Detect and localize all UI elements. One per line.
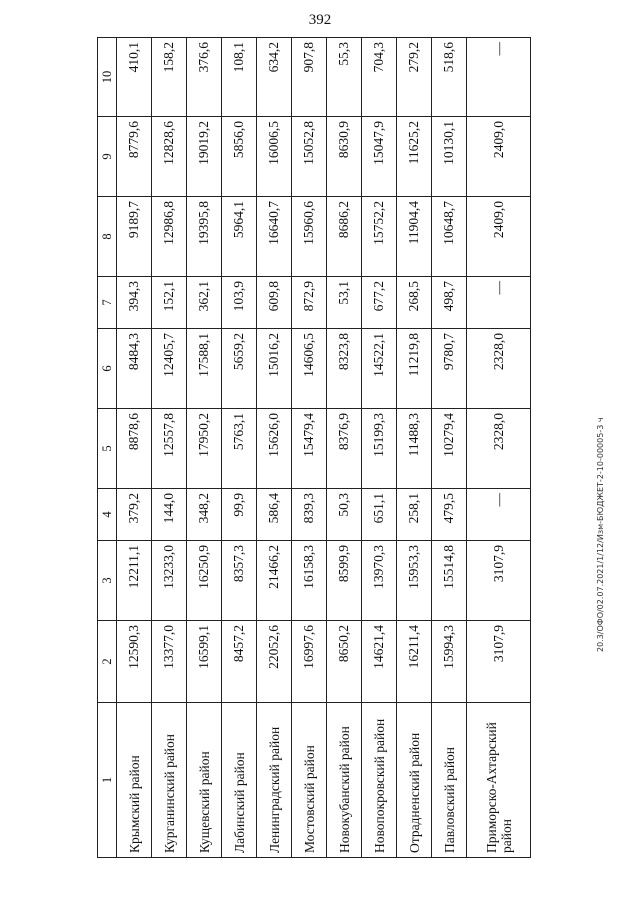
column-header: 1 bbox=[98, 703, 117, 858]
value-cell: — bbox=[467, 489, 531, 541]
value-cell: 10279,4 bbox=[432, 409, 467, 489]
value-cell: 16997,6 bbox=[292, 621, 327, 703]
header-row bbox=[98, 38, 117, 858]
value-cell: 8779,6 bbox=[117, 117, 152, 197]
column-header: 8 bbox=[98, 197, 117, 277]
table-row bbox=[432, 38, 467, 858]
value-cell: 8484,3 bbox=[117, 329, 152, 409]
value-cell: 5964,1 bbox=[222, 197, 257, 277]
value-cell: 99,9 bbox=[222, 489, 257, 541]
value-cell: 14621,4 bbox=[362, 621, 397, 703]
value-cell: 5659,2 bbox=[222, 329, 257, 409]
column-header: 5 bbox=[98, 409, 117, 489]
value-cell: 3107,9 bbox=[467, 541, 531, 621]
value-cell: 17588,1 bbox=[187, 329, 222, 409]
value-cell: 479,5 bbox=[432, 489, 467, 541]
value-cell: 8599,9 bbox=[327, 541, 362, 621]
value-cell: 11625,2 bbox=[397, 117, 432, 197]
value-cell: 15752,2 bbox=[362, 197, 397, 277]
value-cell: 13377,0 bbox=[152, 621, 187, 703]
column-header: 4 bbox=[98, 489, 117, 541]
district-name-cell: Кущевский район bbox=[187, 703, 222, 858]
value-cell: 21466,2 bbox=[257, 541, 292, 621]
value-cell: 2328,0 bbox=[467, 329, 531, 409]
value-cell: — bbox=[467, 277, 531, 329]
value-cell: 2409,0 bbox=[467, 197, 531, 277]
value-cell: 15052,8 bbox=[292, 117, 327, 197]
value-cell: 2409,0 bbox=[467, 117, 531, 197]
column-header: 2 bbox=[98, 621, 117, 703]
value-cell: 15016,2 bbox=[257, 329, 292, 409]
table-row bbox=[397, 38, 432, 858]
value-cell: 152,1 bbox=[152, 277, 187, 329]
value-cell: 518,6 bbox=[432, 38, 467, 117]
district-name-cell: Новопокровский район bbox=[362, 703, 397, 858]
value-cell: 15514,8 bbox=[432, 541, 467, 621]
value-cell: 15047,9 bbox=[362, 117, 397, 197]
value-cell: 22052,6 bbox=[257, 621, 292, 703]
budget-table bbox=[97, 37, 531, 858]
district-name-cell: Мостовский район bbox=[292, 703, 327, 858]
value-cell: 586,4 bbox=[257, 489, 292, 541]
value-cell: 498,7 bbox=[432, 277, 467, 329]
value-cell: 8357,3 bbox=[222, 541, 257, 621]
value-cell: 677,2 bbox=[362, 277, 397, 329]
value-cell: 651,1 bbox=[362, 489, 397, 541]
value-cell: 379,2 bbox=[117, 489, 152, 541]
value-cell: 9780,7 bbox=[432, 329, 467, 409]
value-cell: 15479,4 bbox=[292, 409, 327, 489]
column-header: 6 bbox=[98, 329, 117, 409]
value-cell: 12828,6 bbox=[152, 117, 187, 197]
value-cell: 16211,4 bbox=[397, 621, 432, 703]
value-cell: 15953,3 bbox=[397, 541, 432, 621]
value-cell: 53,1 bbox=[327, 277, 362, 329]
table-row bbox=[222, 38, 257, 858]
value-cell: 10648,7 bbox=[432, 197, 467, 277]
value-cell: 376,6 bbox=[187, 38, 222, 117]
value-cell: 5856,0 bbox=[222, 117, 257, 197]
value-cell: 8323,8 bbox=[327, 329, 362, 409]
value-cell: 158,2 bbox=[152, 38, 187, 117]
table-row bbox=[257, 38, 292, 858]
value-cell: 16158,3 bbox=[292, 541, 327, 621]
table-body bbox=[117, 38, 531, 858]
value-cell: 13233,0 bbox=[152, 541, 187, 621]
table-row bbox=[467, 38, 531, 858]
value-cell: 8376,9 bbox=[327, 409, 362, 489]
value-cell: 13970,3 bbox=[362, 541, 397, 621]
value-cell: 12590,3 bbox=[117, 621, 152, 703]
value-cell: 348,2 bbox=[187, 489, 222, 541]
value-cell: 15960,6 bbox=[292, 197, 327, 277]
value-cell: 144,0 bbox=[152, 489, 187, 541]
column-header: 7 bbox=[98, 277, 117, 329]
value-cell: 410,1 bbox=[117, 38, 152, 117]
column-header: 3 bbox=[98, 541, 117, 621]
value-cell: 11488,3 bbox=[397, 409, 432, 489]
value-cell: 14606,5 bbox=[292, 329, 327, 409]
value-cell: 12405,7 bbox=[152, 329, 187, 409]
value-cell: 16006,5 bbox=[257, 117, 292, 197]
table-row bbox=[292, 38, 327, 858]
value-cell: 12986,8 bbox=[152, 197, 187, 277]
table-row bbox=[327, 38, 362, 858]
district-name-cell: Ленинградский район bbox=[257, 703, 292, 858]
value-cell: 19395,8 bbox=[187, 197, 222, 277]
district-name-cell: Новокубанский район bbox=[327, 703, 362, 858]
district-name-cell: Крымский район bbox=[117, 703, 152, 858]
value-cell: 872,9 bbox=[292, 277, 327, 329]
value-cell: 15199,3 bbox=[362, 409, 397, 489]
value-cell: 609,8 bbox=[257, 277, 292, 329]
value-cell: 16640,7 bbox=[257, 197, 292, 277]
value-cell: 12557,8 bbox=[152, 409, 187, 489]
district-name-cell: Павловский район bbox=[432, 703, 467, 858]
table-row bbox=[362, 38, 397, 858]
value-cell: 3107,9 bbox=[467, 621, 531, 703]
district-name-cell: Курганинский район bbox=[152, 703, 187, 858]
district-name-cell: Отрадненский район bbox=[397, 703, 432, 858]
value-cell: 394,3 bbox=[117, 277, 152, 329]
value-cell: 2328,0 bbox=[467, 409, 531, 489]
value-cell: 11219,8 bbox=[397, 329, 432, 409]
district-name-cell: Приморско-Ахтарский район bbox=[467, 703, 531, 858]
value-cell: 108,1 bbox=[222, 38, 257, 117]
rotated-table-container bbox=[97, 38, 531, 858]
value-cell: 8686,2 bbox=[327, 197, 362, 277]
value-cell: 704,3 bbox=[362, 38, 397, 117]
column-header: 10 bbox=[98, 38, 117, 117]
value-cell: 14522,1 bbox=[362, 329, 397, 409]
value-cell: 55,3 bbox=[327, 38, 362, 117]
column-header: 9 bbox=[98, 117, 117, 197]
value-cell: 50,3 bbox=[327, 489, 362, 541]
value-cell: 8650,2 bbox=[327, 621, 362, 703]
value-cell: 17950,2 bbox=[187, 409, 222, 489]
value-cell: 362,1 bbox=[187, 277, 222, 329]
value-cell: 16599,1 bbox=[187, 621, 222, 703]
district-name-cell: Лабинский район bbox=[222, 703, 257, 858]
value-cell: 5763,1 bbox=[222, 409, 257, 489]
value-cell: 839,3 bbox=[292, 489, 327, 541]
value-cell: 268,5 bbox=[397, 277, 432, 329]
value-cell: 8878,6 bbox=[117, 409, 152, 489]
value-cell: 12211,1 bbox=[117, 541, 152, 621]
table-row bbox=[117, 38, 152, 858]
value-cell: 15994,3 bbox=[432, 621, 467, 703]
value-cell: 634,2 bbox=[257, 38, 292, 117]
document-id-note: 20.3/ОФО/02.07.2021/1/12/Изм-БЮДЖЕТ-2-10-00005-3 ч bbox=[596, 417, 605, 652]
value-cell: 907,8 bbox=[292, 38, 327, 117]
value-cell: 11904,4 bbox=[397, 197, 432, 277]
value-cell: 15626,0 bbox=[257, 409, 292, 489]
value-cell: 103,9 bbox=[222, 277, 257, 329]
value-cell: 8630,9 bbox=[327, 117, 362, 197]
page-number: 392 bbox=[308, 12, 332, 28]
value-cell: 258,1 bbox=[397, 489, 432, 541]
value-cell: — bbox=[467, 38, 531, 117]
value-cell: 8457,2 bbox=[222, 621, 257, 703]
table-row bbox=[187, 38, 222, 858]
table-row bbox=[152, 38, 187, 858]
value-cell: 19019,2 bbox=[187, 117, 222, 197]
value-cell: 279,2 bbox=[397, 38, 432, 117]
value-cell: 16250,9 bbox=[187, 541, 222, 621]
value-cell: 9189,7 bbox=[117, 197, 152, 277]
value-cell: 10130,1 bbox=[432, 117, 467, 197]
